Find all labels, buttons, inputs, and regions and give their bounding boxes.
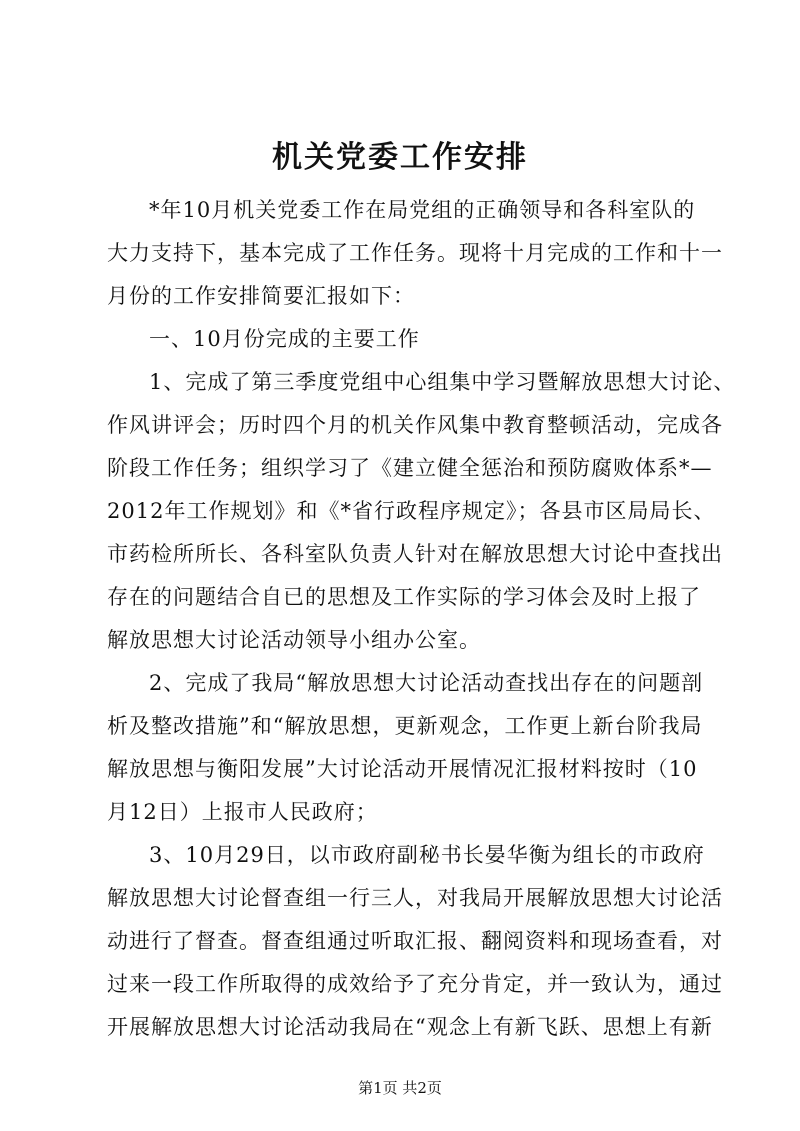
paragraph-line: 2、完成了我局“解放思想大讨论活动查找出存在的问题剖 [149,671,704,695]
document-title: 机关党委工作安排 [272,140,528,175]
paragraph-line: 市药检所所长、各科室队负责人针对在解放思想大讨论中查找出 [107,542,723,566]
paragraph-line: 2012年工作规划》和《*省行政程序规定》；各县市区局局长、 [107,499,716,523]
paragraph-line: 大力支持下，基本完成了工作任务。现将十月完成的工作和十一 [107,241,723,265]
paragraph-line: 动进行了督查。督查组通过听取汇报、翻阅资料和现场查看，对 [107,929,723,953]
page-footer: 第1页 共2页 [358,1079,442,1097]
paragraph-line: 开展解放思想大讨论活动我局在“观念上有新飞跃、思想上有新 [107,1015,713,1039]
paragraph-line: 存在的问题结合自已的思想及工作实际的学习体会及时上报了 [107,585,701,609]
paragraph-line: 析及整改措施”和“解放思想，更新观念，工作更上新台阶我局 [107,714,703,738]
paragraph-line: 解放思想与衡阳发展”大讨论活动开展情况汇报材料按时（10 [107,757,698,781]
paragraph-line: 解放思想大讨论督查组一行三人，对我局开展解放思想大讨论活 [107,886,723,910]
paragraph-line: 1、完成了第三季度党组中心组集中学习暨解放思想大讨论、 [149,370,736,394]
paragraph-line: 阶段工作任务；组织学习了《建立健全惩治和预防腐败体系*— [107,456,713,480]
section-heading: 一、10月份完成的主要工作 [149,327,420,351]
paragraph-line: 过来一段工作所取得的成效给予了充分肯定，并一致认为，通过 [107,972,723,996]
paragraph-line: 作风讲评会；历时四个月的机关作风集中教育整顿活动，完成各 [107,413,723,437]
paragraph-line: *年10月机关党委工作在局党组的正确领导和各科室队的 [149,198,696,222]
paragraph-line: 3、10月29日，以市政府副秘书长晏华衡为组长的市政府 [149,843,705,867]
paragraph-line: 解放思想大讨论活动领导小组办公室。 [107,628,481,652]
paragraph-line: 月份的工作安排简要汇报如下： [107,284,415,308]
paragraph-line: 月12日）上报市人民政府； [107,800,378,824]
